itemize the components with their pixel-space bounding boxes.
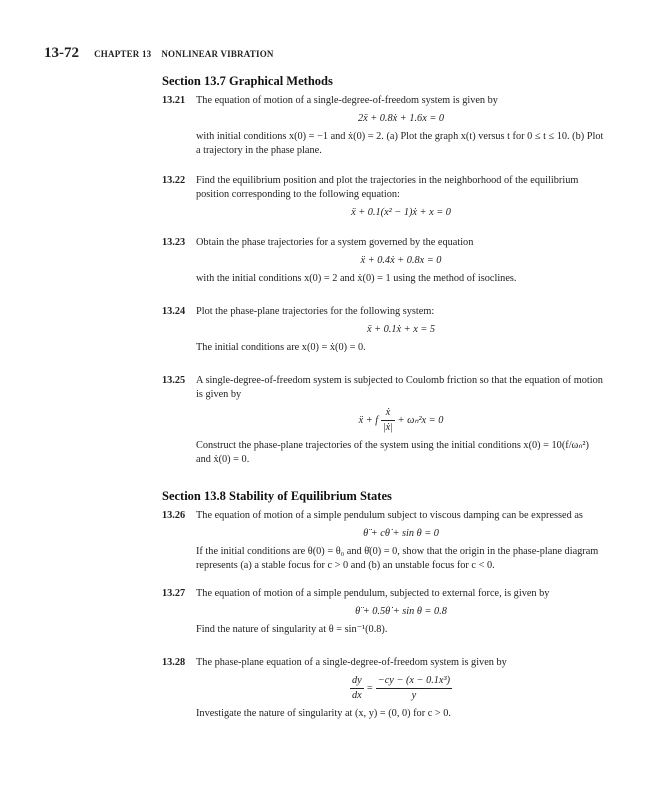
chapter-title: NONLINEAR VIBRATION xyxy=(161,49,274,59)
problem-text: The equation of motion of a single-degree-of-freedom system is given by xyxy=(196,95,498,106)
problem-equation: ẍ + 0.1ẋ + x = 5 xyxy=(366,324,436,335)
problem-13-23 xyxy=(162,236,606,286)
section-title-13-7: Section 13.7 Graphical Methods xyxy=(162,74,333,88)
problem-13-22 xyxy=(162,174,606,224)
problem-13-24 xyxy=(162,305,606,355)
problem-after: with initial conditions x(0) = −1 and ẋ(0) = 2. (a) Plot the graph x(t) versus t for 0 ≤ t ≤ 10. (b) Plot a trajectory in the phase plane. xyxy=(196,131,604,156)
page-number: 13-72 xyxy=(44,45,79,61)
problem-equation: θ̈ + 0.5θ̇ + sin θ = 0.8 xyxy=(355,606,447,617)
problem-after: Find the nature of singularity at θ = sin⁻¹(0.8). xyxy=(196,624,388,635)
problem-text: The equation of motion of a simple pendulum, subjected to external force, is given by xyxy=(196,588,550,599)
problem-13-21 xyxy=(162,94,606,158)
problem-after: with the initial conditions x(0) = 2 and ẋ(0) = 1 using the method of isoclines. xyxy=(196,273,517,284)
problem-equation: ẍ + 0.4ẋ + 0.8x = 0 xyxy=(360,255,442,266)
problem-after: Investigate the nature of singularity at (x, y) = (0, 0) for c > 0. xyxy=(196,708,451,719)
problem-after: The initial conditions are x(0) = ẋ(0) = 0. xyxy=(196,342,366,353)
problem-text: Plot the phase-plane trajectories for the following system: xyxy=(196,306,435,317)
problem-number: 13.22 xyxy=(162,175,186,186)
problem-equation: ẍ + f $\frac{\text{ẋ}}{\text{|ẋ|}}$ + ωₙ²x = 0 xyxy=(358,407,444,433)
problem-number: 13.27 xyxy=(162,588,186,599)
section-title-13-8: Section 13.8 Stability of Equilibrium States xyxy=(162,489,392,503)
problem-text: The phase-plane equation of a single-degree-of-freedom system is given by xyxy=(196,657,507,668)
lhs-fraction: $\frac{dy}{dx}$ xyxy=(351,675,362,701)
problem-equation: θ̈ + cθ̇ + sin θ = 0 xyxy=(363,528,439,539)
problem-equation: 2ẍ + 0.8ẋ + 1.6x = 0 xyxy=(357,113,445,124)
friction-fraction: $\frac{\text{ẋ}}{\text{|ẋ|}}$ xyxy=(382,407,393,433)
problem-number: 13.24 xyxy=(162,306,186,317)
problem-text: Find the equilibrium position and plot the trajectories in the neighborhood of the equilibrium position corresponding to the following equation: xyxy=(196,175,579,200)
problem-number: 13.25 xyxy=(162,375,186,386)
rhs-fraction: $\frac{\text{−cy − (x − 0.1x³)}}{y}$ xyxy=(377,675,451,701)
problem-equation: ẍ + 0.1(x² − 1)ẋ + x = 0 xyxy=(351,207,451,218)
problem-after: If the initial conditions are θ(0) = θ₀ and θ̇(0) = 0, show that the origin in the phase-plane diagram represents (a) a stable focus for c > 0 and (b) an unstable focus for c < 0. xyxy=(196,546,599,571)
chapter-label: CHAPTER 13 NONLINEAR VIBRATION xyxy=(94,49,274,59)
problem-number: 13.21 xyxy=(162,95,186,106)
problem-13-26 xyxy=(162,509,606,573)
problem-number: 13.23 xyxy=(162,237,186,248)
problem-text: Obtain the phase trajectories for a system governed by the equation xyxy=(196,237,474,248)
problem-13-28 xyxy=(162,656,606,721)
problem-text: The equation of motion of a simple pendulum subject to viscous damping can be expressed as xyxy=(196,510,583,521)
problem-number: 13.28 xyxy=(162,657,186,668)
problem-13-25 xyxy=(162,374,606,467)
problem-equation: $\frac{dy}{dx}$ = $\frac{\text{−cy − (x − 0.1x³)}}{y}$ xyxy=(351,675,451,701)
problem-13-27 xyxy=(162,587,606,637)
problem-after: Construct the phase-plane trajectories of the system using the initial conditions x(0) = 10(f/ωₙ²) and ẋ(0) = 0. xyxy=(196,440,589,465)
problem-text: A single-degree-of-freedom system is subjected to Coulomb friction so that the equation of motion is given by xyxy=(196,375,603,400)
problem-number: 13.26 xyxy=(162,510,186,521)
running-header xyxy=(44,42,274,62)
